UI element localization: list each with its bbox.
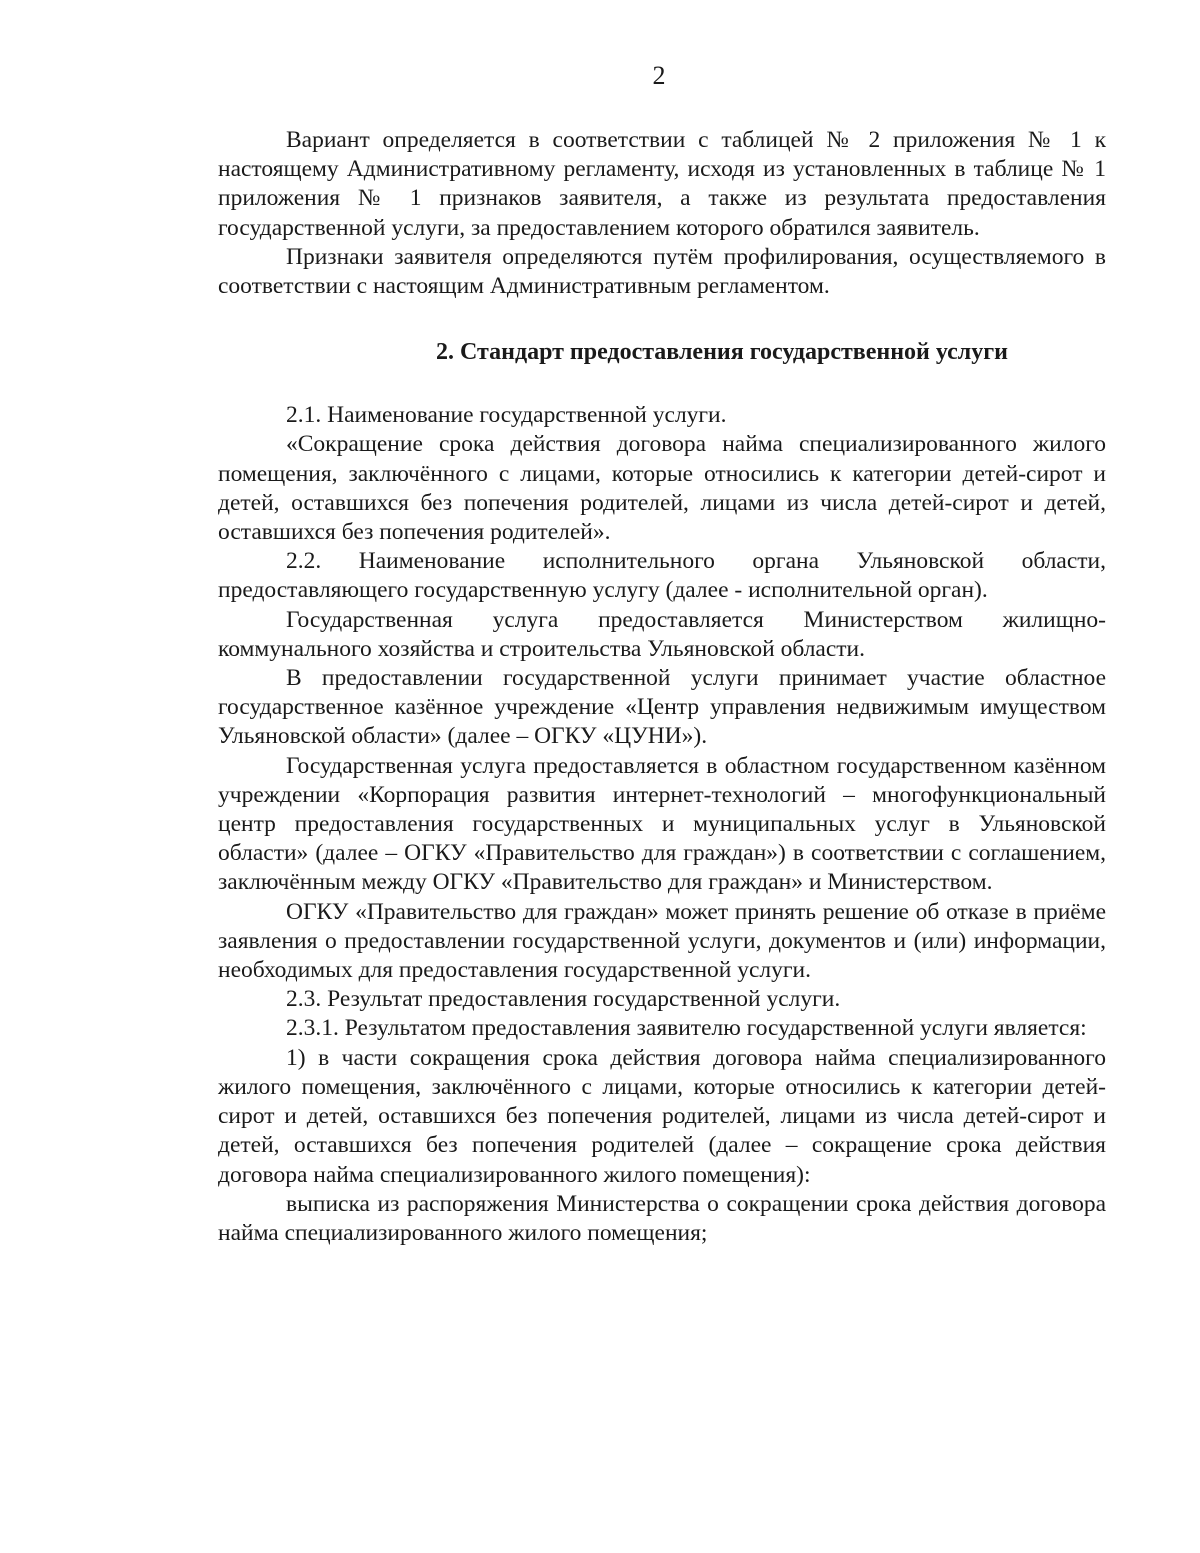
- paragraph-mfc: Государственная услуга предоставляется в областном государственном казённом учреждении «Корпорация развития интернет-технологий – многофункциональный центр предоставления государственных и муниципальных услуг в Ульяновской области» (далее – ОГКУ «Правительство для граждан») в соответствии с соглашением, заключённым между ОГКУ «Правительство для граждан» и Министерством.: [218, 752, 1106, 896]
- paragraph-2-3: 2.3. Результат предоставления государственной услуги.: [286, 986, 841, 1013]
- paragraph-2-3-1: 2.3.1. Результатом предоставления заявителю государственной услуги является:: [286, 1015, 1087, 1042]
- paragraph-extract: выписка из распоряжения Министерства о сокращении срока действия договора найма специализированного жилого помещения;: [218, 1190, 1106, 1246]
- paragraph-2-1: 2.1. Наименование государственной услуги.: [286, 402, 727, 429]
- paragraph-tsuni: В предоставлении государственной услуги принимает участие областное государственное казённое учреждение «Центр управления недвижимым имуществом Ульяновской области» (далее – ОГКУ «ЦУНИ»).: [218, 665, 1106, 750]
- paragraph-refusal: ОГКУ «Правительство для граждан» может принять решение об отказе в приёме заявления о предоставлении государственной услуги, документов и (или) информации, необходимых для предоставления государственной услуги.: [218, 898, 1106, 984]
- paragraph-ministry: Государственная услуга предоставляется Министерством жилищно-коммунального хозяйства и строительства Ульяновской области.: [218, 606, 1106, 662]
- paragraph-variant: Вариант определяется в соответствии с таблицей № 2 приложения № 1 к настоящему Административному регламенту, исходя из установленных в таблице № 1 приложения № 1 признаков заявителя, а также из результата предоставления государственной услуги, за предоставлением которого обратился заявитель.: [218, 127, 1106, 241]
- page-number: 2: [652, 61, 666, 90]
- paragraph-2-2: 2.2. Наименование исполнительного органа Ульяновской области, предоставляющего государственную услугу (далее - исполнительной орган).: [218, 548, 1106, 604]
- section-heading: 2. Стандарт предоставления государственной услуги: [436, 339, 1008, 366]
- paragraph-item-1: 1) в части сокращения срока действия договора найма специализированного жилого помещения, заключённого с лицами, которые относились к категории детей-сирот и детей, оставшихся без попечения родителей, лицами из числа детей-сирот и детей, оставшихся без попечения родителей (далее – сокращение срока действия договора найма специализированного жилого помещения):: [218, 1044, 1106, 1188]
- document-body: [218, 126, 1106, 1248]
- paragraph-service-name: «Сокращение срока действия договора найма специализированного жилого помещения, заключённого с лицами, которые относились к категории детей-сирот и детей, оставшихся без попечения родителей, лицами из числа детей-сирот и детей, оставшихся без попечения родителей».: [218, 431, 1106, 546]
- paragraph-applicant-signs: Признаки заявителя определяются путём профилирования, осуществляемого в соответствии с настоящим Административным регламентом.: [218, 243, 1106, 300]
